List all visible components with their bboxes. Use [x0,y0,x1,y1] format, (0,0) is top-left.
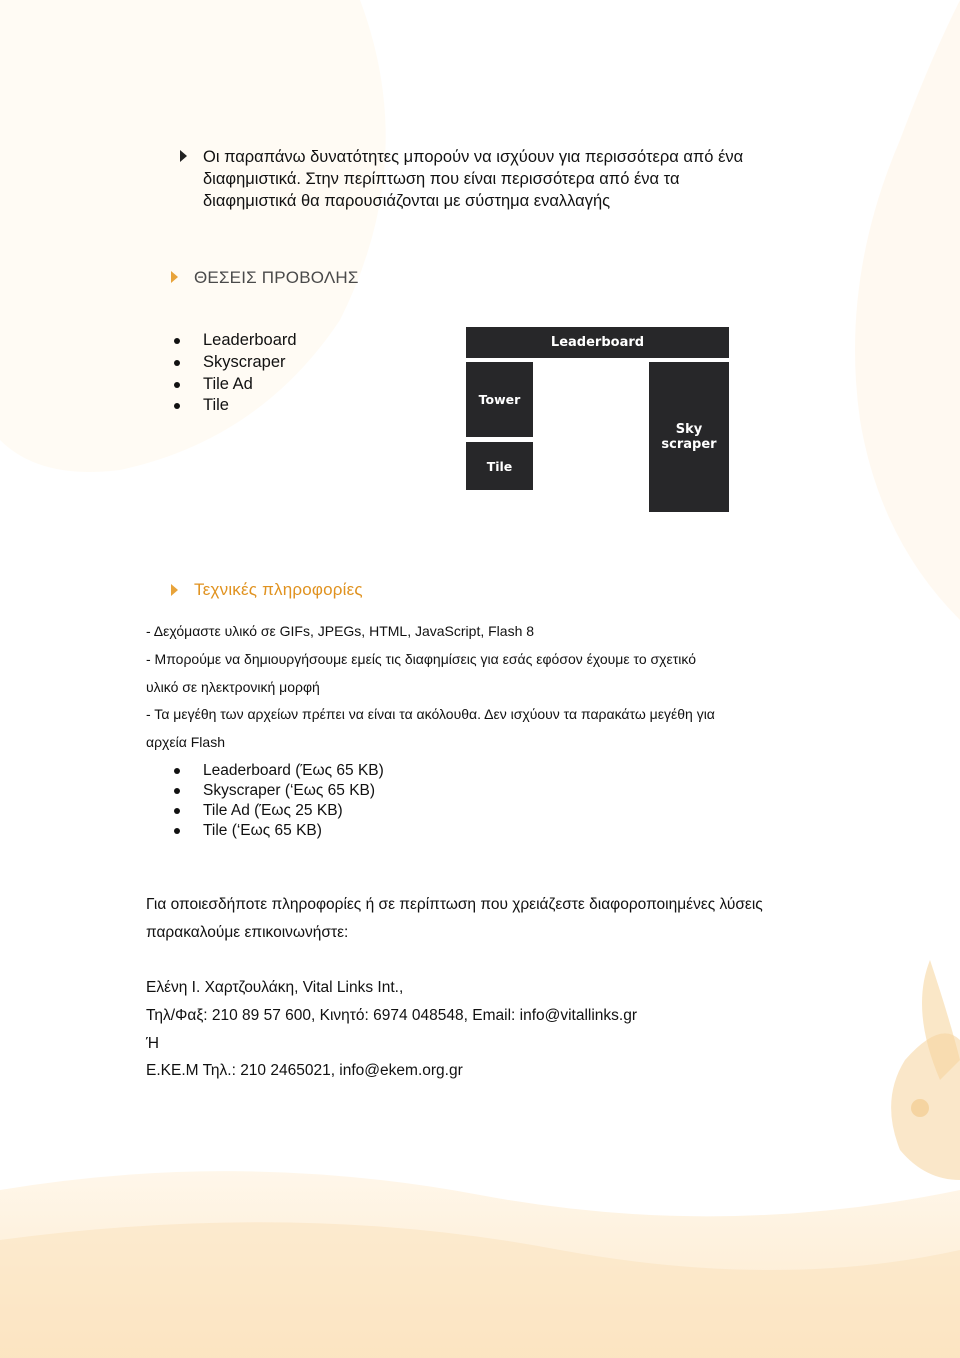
intro-paragraph [203,146,803,212]
arrow-bullet-icon [180,150,187,162]
list-item: Leaderboard (Έως 65 KB) [203,761,384,781]
tech-info-heading: Τεχνικές πληροφορίες [194,580,363,599]
tech-line: υλικό σε ηλεκτρονική μορφή [146,679,320,695]
bullet-dot-icon [174,382,180,388]
skyscraper-block: Sky scraper [649,362,729,512]
bullet-dot-icon [174,788,180,794]
intro-line: διαφημιστικά θα παρουσιάζονται με σύστημα εναλλαγής [203,192,611,210]
intro-line: Οι παραπάνω δυνατότητες μπορούν να ισχύουν για περισσότερα από ένα [203,148,744,166]
tower-block: Tower [466,362,533,437]
arrow-bullet-icon [171,271,178,283]
list-item: Tile Ad (Έως 25 KB) [203,801,384,821]
bullet-dot-icon [174,403,180,409]
contact-phone-email: Τηλ/Φαξ: 210 89 57 600, Κινητό: 6974 048548, Email: info@vitallinks.gr [146,1007,638,1024]
tech-line: - Δεχόμαστε υλικό σε GIFs, JPEGs, HTML, JavaScript, Flash 8 [146,623,535,639]
tech-line: - Μπορούμε να δημιουργήσουμε εμείς τις διαφημίσεις για εσάς εφόσον έχουμε το σχετικό [146,651,696,667]
contact-name: Ελένη Ι. Χαρτζουλάκη, Vital Links Int., [146,979,404,996]
bullet-dot-icon [174,808,180,814]
ad-positions-diagram [466,327,729,512]
bullet-dot-icon [174,768,180,774]
list-item: Skyscraper (‘Εως 65 KB) [203,781,384,801]
positions-list [203,330,297,417]
bullet-dot-icon [174,828,180,834]
leaderboard-block: Leaderboard [466,327,729,358]
list-item: Tile (‘Εως 65 KB) [203,821,384,841]
contact-ekem: Ε.ΚΕ.Μ Τηλ.: 210 2465021, info@ekem.org.gr [146,1062,463,1079]
bullet-dot-icon [174,338,180,344]
arrow-bullet-icon [171,584,178,596]
tech-line: αρχεία Flash [146,734,225,750]
tech-line: - Τα μεγέθη των αρχείων πρέπει να είναι τα ακόλουθα. Δεν ισχύουν τα παρακάτω μεγέθη για [146,706,715,722]
contact-line: Για οποιεσδήποτε πληροφορίες ή σε περίπτωση που χρειάζεστε διαφοροποιημένες λύσεις [146,896,763,913]
file-size-list [203,761,384,841]
intro-line: διαφημιστικά. Στην περίπτωση που είναι περισσότερα από ένα τα [203,170,680,188]
list-item: Tile [203,395,297,417]
contact-or: Ή [146,1035,159,1052]
tile-block: Tile [466,442,533,490]
bullet-dot-icon [174,360,180,366]
list-item: Skyscraper [203,352,297,374]
list-item: Leaderboard [203,330,297,352]
positions-heading: ΘΕΣΕΙΣ ΠΡΟΒΟΛΗΣ [194,268,359,287]
list-item: Tile Ad [203,374,297,396]
contact-line: παρακαλούμε επικοινωνήστε: [146,924,349,941]
